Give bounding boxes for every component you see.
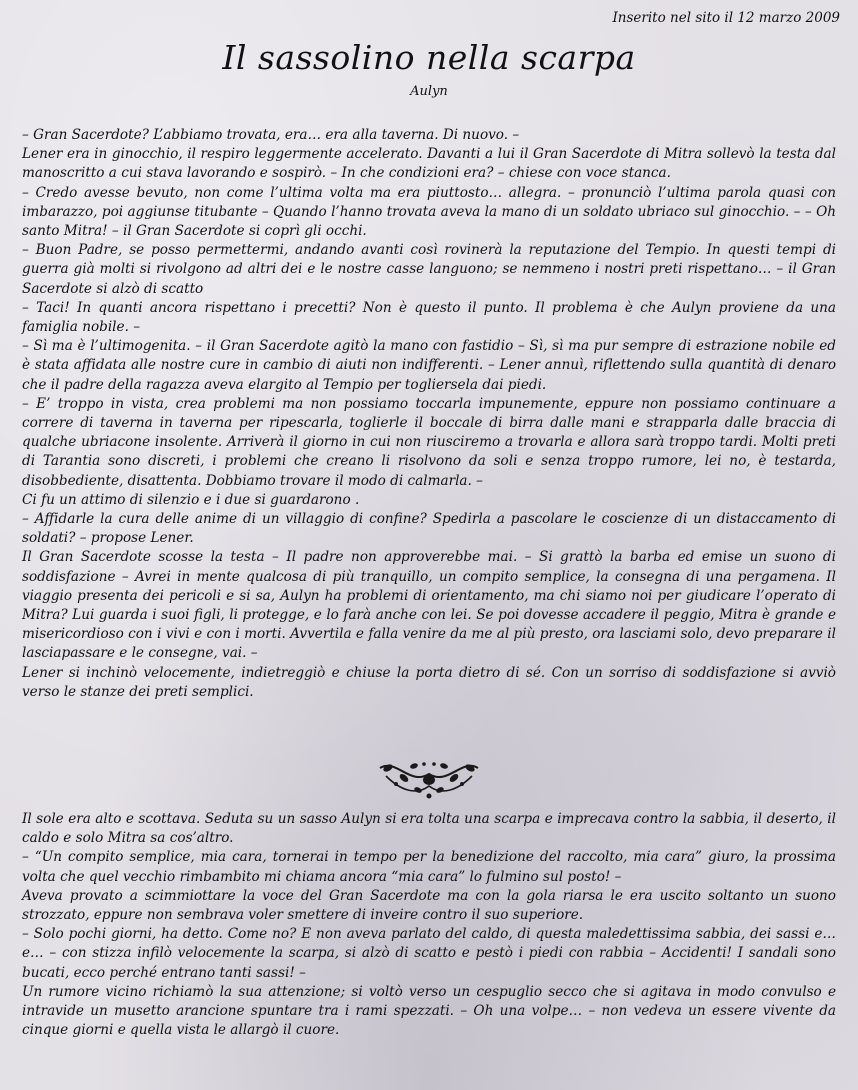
paragraph: – Taci! In quanti ancora rispettano i precetti? Non è questo il punto. Il problema è che Aulyn proviene da una famiglia nobile. – bbox=[22, 299, 836, 336]
paragraph: – Sì ma è l’ultimogenita. – il Gran Sacerdote agitò la mano con fastidio – Sì, sì ma pur sempre di estrazione nobile ed è stata affidata alle nostre cure in cambio di aiuti non indifferenti. – Lener annuì, riflettendo sulla quantità di denaro che il padre della ragazza aveva elargito al Tempio per togliersela dai piedi. bbox=[22, 338, 836, 393]
paragraph: – Affidarle la cura delle anime di un villaggio di confine? Spedirla a pascolare le coscienze di un distaccamento di soldati? – propose Lener. bbox=[22, 511, 836, 547]
paragraph: Un rumore vicino richiamò la sua attenzione; si voltò verso un cespuglio secco che si agitava in modo convulso e intravide un musetto arancione spuntare tra i rami spezzati. – Oh una volpe… – non vedeva un essere vivente da cinque giorni e quella vista le allargò il cuore. bbox=[22, 983, 836, 1039]
paragraph: – E’ troppo in vista, crea problemi ma non possiamo toccarla impunemente, eppure non possiamo continuare a correre di taverna in taverna per ripescarla, toglierle il boccale di birra dalle mani e strapparla dalle braccia di qualche ubriacone insolente. Arriverà il giorno in cui non riusciremo a trovarla e allora sarà troppo tardi. Molti preti di Tarantia sono discreti, i problemi che creano li risolvono da soli e senza troppo rumore, lei no, è testarda, disobbediente, disattenta. Dobbiamo trovare il modo di calmarla. – bbox=[22, 395, 836, 489]
paragraph: Ci fu un attimo di silenzio e i due si guardarono . bbox=[22, 491, 360, 508]
paragraph: – Solo pochi giorni, ha detto. Come no? E non aveva parlato del caldo, di questa maledettissima sabbia, dei sassi e… e… – con stizza infilò velocemente la scarpa, si alzò di scatto e pestò i piedi con rabbia – Accidenti! I sandali sono bucati, ecco perché entrano tanti sassi! – bbox=[22, 926, 836, 981]
paragraph: Lener era in ginocchio, il respiro leggermente accelerato. Davanti a lui il Gran Sacerdote di Mitra sollevò la testa dal manoscritto a cui stava lavorando e sospirò. – In che condizioni era? – chiese con voce stanca. bbox=[22, 146, 836, 182]
paragraph: Lener si inchinò velocemente, indietreggiò e chiuse la porta dietro di sé. Con un sorriso di soddisfazione si avviò verso le stanze dei preti semplici. bbox=[22, 664, 836, 700]
story-section-one bbox=[22, 126, 836, 702]
paragraph: Il Gran Sacerdote scosse la testa – Il padre non approverebbe mai. – Si grattò la barba ed emise un suono di soddisfazione – Avrei in mente qualcosa di più tranquillo, un compito semplice, la consegna di una pergamena. Il viaggio presenta dei pericoli e si sa, Aulyn ha problemi di orientamento, ma chi siamo noi per giudicare l’operato di Mitra? Lui guarda i suoi figli, li protegge, e lo farà anche con lei. Se poi dovesse accadere il peggio, Mitra è grande e misericordioso con i vivi e con i morti. Avvertila e falla venire da me al più presto, ora lasciami solo, devo preparare il lasciapassare e le consegne, vai. – bbox=[22, 549, 836, 662]
paragraph: Il sole era alto e scottava. Seduta su un sasso Aulyn si era tolta una scarpa e imprecava contro la sabbia, il deserto, il caldo e solo Mitra sa cos’altro. bbox=[22, 811, 836, 847]
paragraph: Aveva provato a scimmiottare la voce del Gran Sacerdote ma con la gola riarsa le era uscito soltanto un suono strozzato, eppure non sembrava voler smettere di inveire contro il suo superiore. bbox=[22, 887, 836, 924]
publication-date: Inserito nel sito il 12 marzo 2009 bbox=[612, 10, 840, 26]
paragraph: – Buon Padre, se posso permettermi, andando avanti così rovinerà la reputazione del Tempio. In questi tempi di guerra già molti si rivolgono ad altri dei e le nostre casse languono; se nemmeno i nostri preti rispettano… – il Gran Sacerdote si alzò di scatto bbox=[22, 242, 836, 297]
paragraph: – Credo avesse bevuto, non come l’ultima volta ma era piuttosto… allegra. – pronunciò l’ultima parola quasi con imbarazzo, poi aggiunse titubante – Quando l’hanno trovata aveva la mano di un soldato ubriaco sul ginocchio. – – Oh santo Mitra! – il Gran Sacerdote si coprì gli occhi. bbox=[22, 184, 836, 240]
floral-vine-divider-icon bbox=[376, 756, 482, 802]
story-title: Il sassolino nella scarpa bbox=[222, 38, 636, 77]
paragraph: – “Un compito semplice, mia cara, tornerai in tempo per la benedizione del raccolto, mia cara” giuro, la prossima volta che quel vecchio rimbambito mi chiama ancora “mia cara” lo fulmino sul posto! – bbox=[22, 849, 836, 885]
paragraph: – Gran Sacerdote? L’abbiamo trovata, era… era alla taverna. Di nuovo. – bbox=[22, 127, 520, 143]
story-section-two bbox=[22, 810, 836, 1040]
story-author: Aulyn bbox=[410, 84, 448, 99]
